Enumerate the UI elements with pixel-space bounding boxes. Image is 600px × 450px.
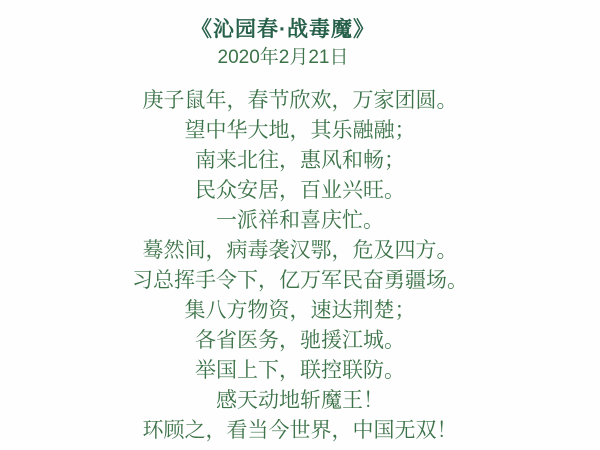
poem-line: 庚子鼠年，春节欣欢，万家团圆。	[142, 89, 458, 112]
poem-line: 民众安居，百业兴旺。	[195, 179, 405, 202]
poem-line: 举国上下，联控联防。	[195, 359, 405, 382]
poem-line: 感天动地斩魔王！	[216, 389, 384, 412]
poem-line: 环顾之，看当今世界，中国无双！	[142, 419, 458, 442]
poem-line: 集八方物资，速达荆楚；	[184, 299, 416, 322]
poem-header	[0, 16, 566, 72]
poem-line: 一派祥和喜庆忙。	[216, 209, 384, 232]
poem-line: 望中华大地，其乐融融；	[184, 119, 416, 142]
poem-line: 各省医务，驰援江城。	[195, 329, 405, 352]
poem-line: 习总挥手令下，亿万军民奋勇疆场。	[132, 269, 468, 292]
poem-line: 南来北往，惠风和畅；	[195, 149, 405, 172]
poem-body	[0, 86, 600, 446]
poem-title: 《沁园春·战毒魔》	[191, 18, 375, 41]
poem-line: 蓦然间，病毒袭汉鄂，危及四方。	[142, 239, 458, 262]
poem-date: 2020年2月21日	[217, 47, 349, 68]
